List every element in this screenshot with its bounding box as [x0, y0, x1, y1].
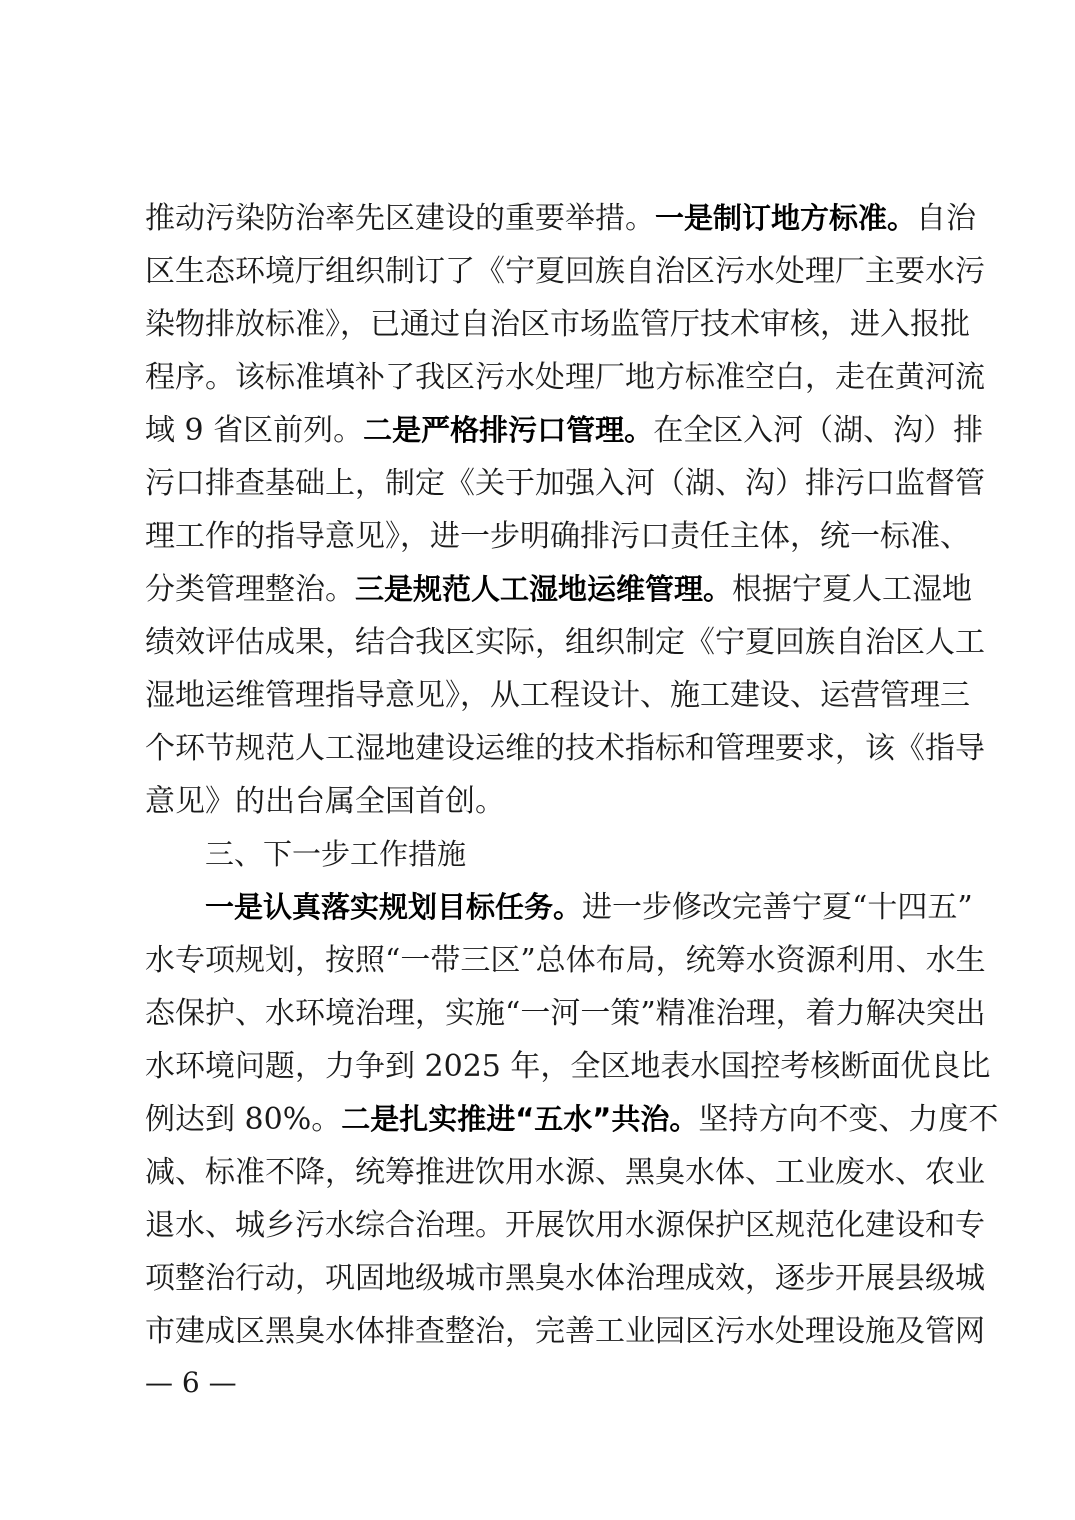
- text-line: 退水、城乡污水综合治理。开展饮用水源保护区规范化建设和专: [145, 1208, 985, 1243]
- text-run: 推动污染防治率先区建设的重要举措。: [145, 201, 655, 236]
- text-line: [145, 1093, 999, 1146]
- text-run: 例达到 80%。: [145, 1102, 342, 1137]
- text-run: 自治: [916, 201, 977, 236]
- text-line: 个环节规范人工湿地建设运维的技术指标和管理要求，该《指导: [145, 731, 985, 766]
- page-number: — 6 —: [145, 1366, 237, 1399]
- text-line: 水环境问题，力争到 2025 年，全区地表水国控考核断面优良比: [145, 1049, 991, 1084]
- bold-lead: 二是扎实推进“五水”共治。: [341, 1102, 699, 1136]
- text-line: 区生态环境厅组织制订了《宁夏回族自治区污水处理厂主要水污: [145, 254, 985, 289]
- text-line: 水专项规划，按照“一带三区”总体布局，统筹水资源利用、水生: [145, 943, 986, 978]
- text-line: [145, 563, 973, 616]
- text-line: 意见》的出台属全国首创。: [145, 784, 505, 819]
- text-line: 染物排放标准》，已通过自治区市场监管厅技术审核，进入报批: [145, 307, 970, 342]
- bold-lead: 一是认真落实规划目标任务。: [205, 890, 583, 924]
- text-line: 理工作的指导意见》，进一步明确排污口责任主体，统一标准、: [145, 519, 970, 554]
- text-line: [205, 881, 973, 934]
- text-run: 分类管理整治。: [145, 572, 355, 607]
- bold-lead: 三是规范人工湿地运维管理。: [355, 572, 733, 606]
- text-line: [145, 404, 984, 457]
- bold-lead: 一是制订地方标准。: [655, 201, 917, 235]
- text-run: 进一步修改完善宁夏“十四五”: [582, 890, 973, 925]
- text-line: 绩效评估成果，结合我区实际，组织制定《宁夏回族自治区人工: [145, 625, 985, 660]
- text-line: 减、标准不降，统筹推进饮用水源、黑臭水体、工业废水、农业: [145, 1155, 985, 1190]
- text-run: 在全区入河（湖、沟）排: [653, 413, 984, 448]
- text-run: 坚持方向不变、力度不: [698, 1102, 999, 1137]
- text-run: 域 9 省区前列。: [145, 413, 364, 448]
- bold-lead: 二是严格排污口管理。: [363, 413, 654, 447]
- text-line: 项整治行动，巩固地级城市黑臭水体治理成效，逐步开展县级城: [145, 1261, 985, 1296]
- text-line: 程序。该标准填补了我区污水处理厂地方标准空白，走在黄河流: [145, 360, 985, 395]
- text-line: [145, 192, 977, 245]
- text-line: 态保护、水环境治理，实施“一河一策”精准治理，着力解决突出: [145, 996, 986, 1031]
- text-line: 湿地运维管理指导意见》，从工程设计、施工建设、运营管理三: [145, 678, 970, 713]
- text-line: 污口排查基础上，制定《关于加强入河（湖、沟）排污口监督管: [145, 466, 985, 501]
- section-heading: 三、下一步工作措施: [205, 837, 467, 871]
- text-line: 市建成区黑臭水体排查整治，完善工业园区污水处理设施及管网: [145, 1314, 985, 1349]
- text-run: 根据宁夏人工湿地: [732, 572, 973, 607]
